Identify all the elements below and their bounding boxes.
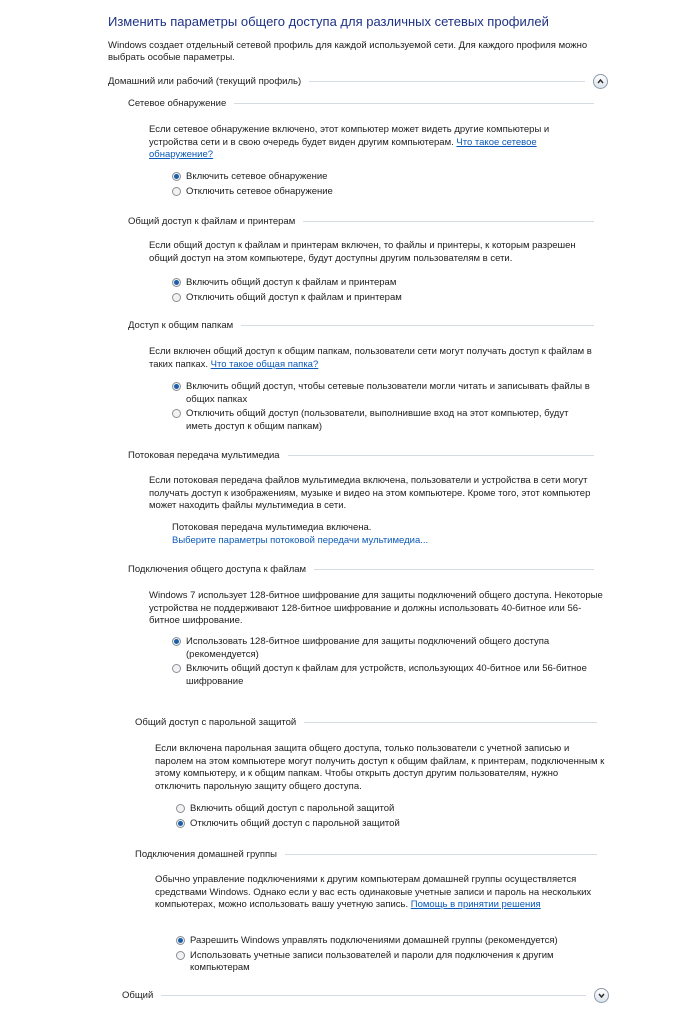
- public-folders-desc: Если включен общий доступ к общим папкам, пользователи сети могут получать доступ к файлам в таких папках. Что такое общая папка?: [149, 346, 592, 370]
- media-streaming-desc: Если потоковая передача файлов мультимедиа включена, пользователи и устройства в сети могут получать доступ к изображениям, музыке и видео на этом компьютере. Кроме того, этот компьютер может находить файлы мультимедиа в сети.: [149, 475, 591, 511]
- profile-home-header[interactable]: [108, 74, 608, 88]
- public-folders-on-option[interactable]: Включить общий доступ, чтобы сетевые пользователи могли читать и записывать файлы в общих папках: [172, 381, 592, 406]
- network-discovery-desc: Если сетевое обнаружение включено, этот компьютер может видеть другие компьютеры и устройства сети и в свою очередь будет виден другим компьютерам. Что такое сетевое обнаружение?: [149, 124, 550, 160]
- divider: [309, 81, 585, 82]
- radio-selected[interactable]: [172, 172, 181, 181]
- media-streaming-options-link[interactable]: Выберите параметры потоковой передачи мультимедиа...: [172, 534, 429, 546]
- homegroup-accounts-option[interactable]: Использовать учетные записи пользователей и пароли для подключения к другим компьютерам: [176, 950, 601, 975]
- password-protected-desc: Если включена парольная защита общего доступа, только пользователи с учетной записью и паролем на этом компьютере могут получить доступ к общим файлам, к принтерам, подключенным к этому компьютеру, и к общим папкам. Чтобы открыть доступ другим пользователям, нужно отключить парольную защиту общего доступа.: [155, 743, 605, 792]
- section-title: Общий доступ с парольной защитой: [135, 716, 297, 728]
- password-protection-on-option[interactable]: Включить общий доступ с парольной защитой: [176, 803, 596, 816]
- radio-unselected[interactable]: [172, 409, 181, 418]
- section-title: Потоковая передача мультимедиа: [128, 449, 280, 461]
- divider: [161, 995, 586, 996]
- section-title: Доступ к общим папкам: [128, 319, 234, 331]
- radio-unselected[interactable]: [176, 951, 185, 960]
- network-discovery-help-link[interactable]: Что такое сетевое обнаружение?: [149, 136, 537, 160]
- radio-unselected[interactable]: [172, 187, 181, 196]
- chevron-down-icon[interactable]: [594, 988, 609, 1003]
- divider: [304, 722, 597, 723]
- password-protection-off-option[interactable]: Отключить общий доступ с парольной защитой: [176, 818, 596, 831]
- page-intro: Windows создает отдельный сетевой профиль для каждой используемой сети. Для каждого профиля можно выбрать особые параметры.: [108, 40, 588, 63]
- file-printer-desc: Если общий доступ к файлам и принтерам включен, то файлы и принтеры, к которым разрешен общий доступ на этом компьютере, будут доступны другим пользователям в сети.: [149, 240, 576, 264]
- radio-selected[interactable]: [172, 278, 181, 287]
- radio-unselected[interactable]: [172, 293, 181, 302]
- file-sharing-conn-header: [128, 562, 602, 576]
- file-printer-header: [128, 214, 602, 228]
- network-discovery-header: [128, 96, 602, 110]
- section-title: Сетевое обнаружение: [128, 97, 227, 109]
- profile-public-header[interactable]: [122, 988, 609, 1002]
- radio-selected[interactable]: [172, 382, 181, 391]
- divider: [303, 221, 594, 222]
- radio-selected[interactable]: [172, 637, 181, 646]
- homegroup-help-link[interactable]: Помощь в принятии решения: [410, 899, 541, 910]
- divider: [285, 854, 597, 855]
- homegroup-header: [135, 847, 605, 861]
- public-folders-header: [128, 318, 602, 332]
- encryption-40-option[interactable]: Включить общий доступ к файлам для устройств, использующих 40-битное или 56-битное шифрование: [172, 663, 592, 688]
- file-printer-on-option[interactable]: Включить общий доступ к файлам и принтерам: [172, 277, 592, 290]
- network-discovery-off-option[interactable]: Отключить сетевое обнаружение: [172, 186, 592, 199]
- section-title: Подключения домашней группы: [135, 848, 277, 860]
- network-discovery-on-option[interactable]: Включить сетевое обнаружение: [172, 171, 592, 184]
- password-protected-header: [135, 715, 605, 729]
- file-printer-off-option[interactable]: Отключить общий доступ к файлам и принтерам: [172, 292, 592, 305]
- page-title: Изменить параметры общего доступа для различных сетевых профилей: [108, 14, 549, 29]
- homegroup-desc: Обычно управление подключениями к другим компьютерам домашней группы осуществляется средствами Windows. Однако если у вас есть одинаковые учетные записи и пароль на нескольких компьютерах, можно использовать вашу учетную запись. Помощь в принятии решения: [155, 874, 592, 910]
- media-streaming-header: [128, 448, 602, 462]
- profile-public-label: Общий: [122, 989, 154, 1001]
- media-streaming-status: Потоковая передача мультимедиа включена.: [172, 522, 372, 533]
- public-folders-help-link[interactable]: Что такое общая папка?: [210, 358, 319, 370]
- radio-selected[interactable]: [176, 936, 185, 945]
- divider: [288, 455, 594, 456]
- divider: [314, 569, 594, 570]
- public-folders-off-option[interactable]: Отключить общий доступ (пользователи, выполнившие вход на этот компьютер, будут иметь доступ к общим папкам): [172, 408, 592, 433]
- divider: [234, 103, 594, 104]
- divider: [241, 325, 594, 326]
- profile-home-label: Домашний или рабочий (текущий профиль): [108, 75, 302, 87]
- section-title: Подключения общего доступа к файлам: [128, 563, 307, 575]
- section-title: Общий доступ к файлам и принтерам: [128, 215, 296, 227]
- radio-unselected[interactable]: [176, 804, 185, 813]
- chevron-up-icon[interactable]: [593, 74, 608, 89]
- homegroup-windows-option[interactable]: Разрешить Windows управлять подключениями домашней группы (рекомендуется): [176, 935, 601, 948]
- radio-unselected[interactable]: [172, 664, 181, 673]
- file-sharing-conn-desc: Windows 7 использует 128-битное шифрование для защиты подключений общего доступа. Некоторые устройства не поддерживают 128-битное шифрование и должны использовать 40-битное или 56-битное шифрование.: [149, 590, 603, 626]
- radio-selected[interactable]: [176, 819, 185, 828]
- encryption-128-option[interactable]: Использовать 128-битное шифрование для защиты подключений общего доступа (рекомендуется): [172, 636, 592, 661]
